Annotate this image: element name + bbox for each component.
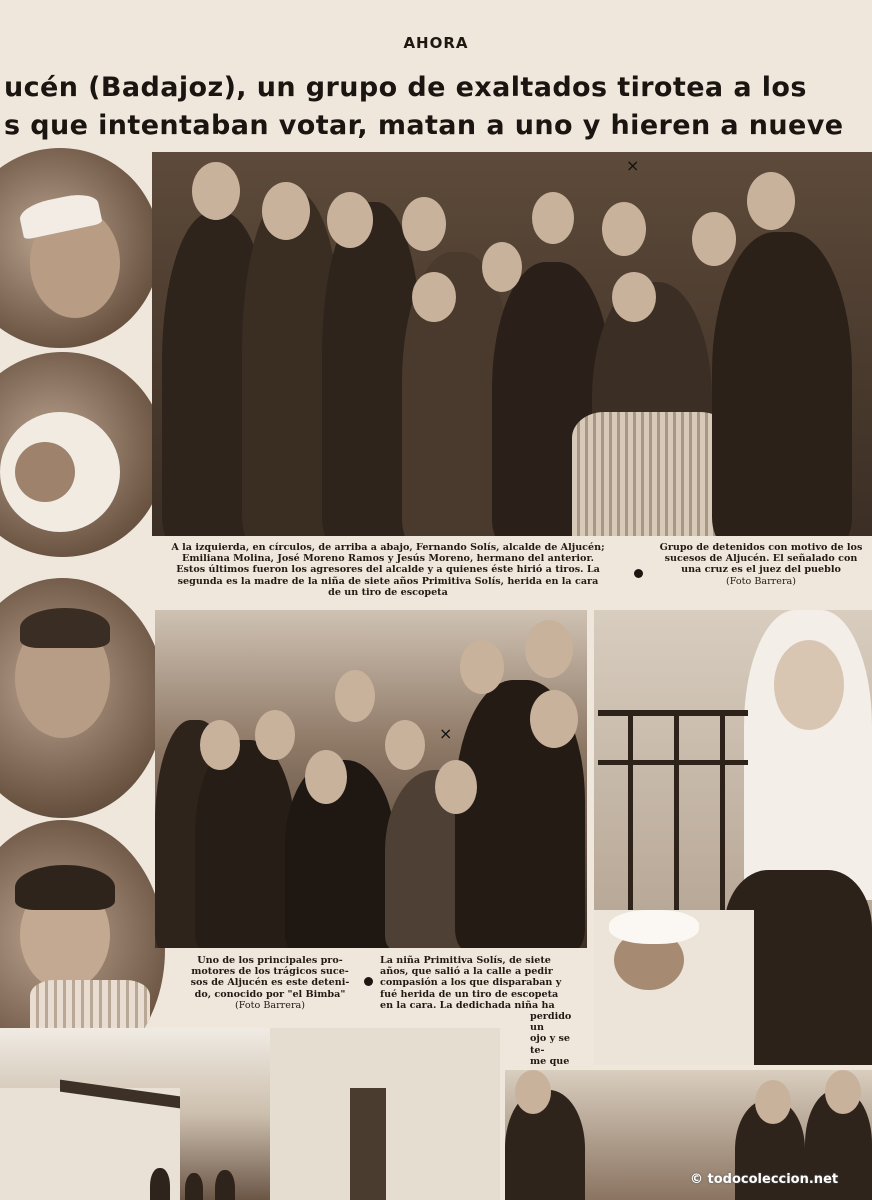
caption-bimba [180,955,360,1011]
caption-detainees [650,542,872,587]
caption-girl-line: ojo y se te- [530,1033,571,1056]
caption-girl-line: en la cara. La dedichada niña ha [380,999,555,1011]
caption-bimba-line: sos de Aljucén es este deteni- [190,977,350,989]
magazine-name: AHORA [403,34,469,52]
portrait-emiliana-molina [0,352,165,557]
caption-girl-line: me que [530,1055,570,1067]
caption-bullet [364,977,373,986]
caption-detainees-line: Grupo de detenidos con motivo de los [659,542,863,553]
watermark: © todocoleccion.net [690,1172,839,1187]
photo-village-street [0,1028,500,1200]
photo-detainees-group [152,152,872,536]
caption-portraits [152,542,624,598]
caption-bimba-line: Uno de los principales pro- [197,955,343,966]
caption-portraits-line: Estos últimos fueron los agresores del alcalde y a quienes éste hirió a tiros. La [176,564,600,576]
caption-portraits-line: A la izquierda, en círculos, de arriba a abajo, Fernando Solís, alcalde de Aljucén; [171,542,605,553]
cross-mark-judge: × [626,156,640,175]
caption-girl-line: perdido un [530,1011,572,1034]
cross-mark-bimba: × [439,724,453,743]
photo-girl-in-bed [594,610,872,1065]
caption-portraits-line: segunda es la madre de la niña de siete años Primitiva Solís, herida en la cara [177,575,599,587]
caption-bullet [634,569,643,578]
photo-el-bimba-group [155,610,587,948]
caption-girl-line: años, que salió a la calle a pedir [380,966,553,978]
headline-line-2: s que intentaban votar, matan a uno y hieren a nueve [4,110,844,141]
caption-portraits-line: Emiliana Molina, José Moreno Ramos y Jesús Moreno, hermano del anterior. [182,553,594,565]
caption-bimba-line: motores de los trágicos suce- [191,966,349,978]
caption-girl-line: La niña Primitiva Solís, de siete [380,955,551,966]
portrait-jose-moreno-ramos [0,578,165,818]
caption-detainees-line: (Foto Barrera) [726,575,796,587]
caption-girl-line: fué herida de un tiro de escopeta [380,988,559,1000]
caption-girl-line: compasión a los que disparaban y [380,977,562,989]
headline-line-1: ucén (Badajoz), un grupo de exaltados tirotea a los [4,72,807,103]
portrait-fernando-solis [0,148,160,348]
caption-portraits-line: de un tiro de escopeta [328,586,448,598]
caption-detainees-line: una cruz es el juez del pueblo [681,564,841,576]
caption-bimba-line: (Foto Barrera) [235,999,305,1011]
caption-bimba-line: do, conocido por "el Bimba" [194,988,346,1000]
caption-detainees-line: sucesos de Aljucén. El señalado con [664,553,858,565]
